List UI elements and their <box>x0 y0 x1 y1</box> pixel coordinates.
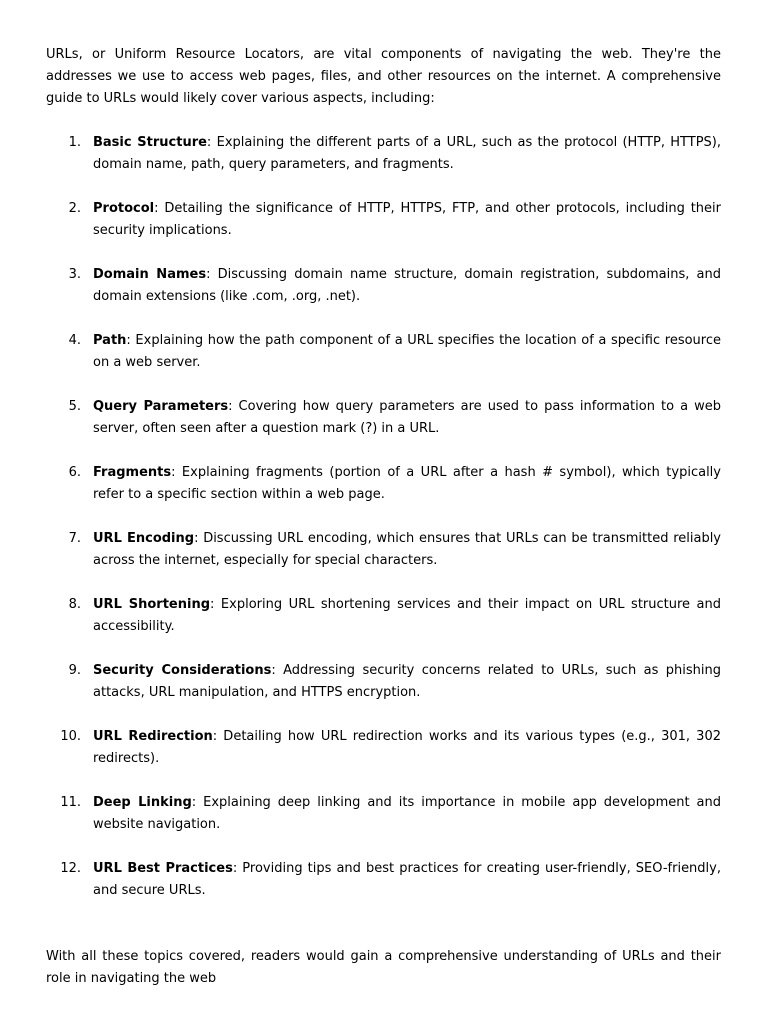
list-item-term: Security Considerations <box>93 663 272 678</box>
document-page <box>46 44 721 990</box>
conclusion-paragraph: With all these topics covered, readers would gain a comprehensive understanding of URLs and their role in navigating the web <box>46 949 721 986</box>
list-item-term: Deep Linking <box>93 795 192 810</box>
list-item-term: Query Parameters <box>93 399 229 414</box>
list-item-number: 3. <box>68 267 81 282</box>
intro-paragraph: URLs, or Uniform Resource Locators, are vital components of navigating the web. They're the addresses we use to access web pages, files, and other resources on the internet. A comprehensive guide to URLs would likely cover various aspects, including: <box>46 47 721 106</box>
list-item-term: Basic Structure <box>93 135 207 150</box>
list-item-number: 6. <box>68 465 81 480</box>
list-item <box>46 792 721 836</box>
list-item-number: 1. <box>68 135 81 150</box>
list-item <box>46 528 721 572</box>
list-item-number: 11. <box>60 795 81 810</box>
list-item <box>46 858 721 902</box>
list-item-term: Domain Names <box>93 267 207 282</box>
list-item-number: 7. <box>68 531 81 546</box>
list-item-term: Protocol <box>93 201 155 216</box>
topics-list <box>46 132 721 902</box>
list-item-number: 4. <box>68 333 81 348</box>
list-item-description: : Detailing how URL redirection works and its various types (e.g., 301, 302 redirects). <box>93 729 721 766</box>
list-item-number: 8. <box>68 597 81 612</box>
list-item <box>46 396 721 440</box>
list-item-description: : Exploring URL shortening services and their impact on URL structure and accessibility. <box>93 597 722 634</box>
list-item-description: : Discussing domain name structure, domain registration, subdomains, and domain extensions (like .com, .org, .net). <box>93 267 721 304</box>
list-item-description: : Discussing URL encoding, which ensures that URLs can be transmitted reliably across the internet, especially for special characters. <box>93 531 721 568</box>
list-item <box>46 330 721 374</box>
list-item-description: : Explaining fragments (portion of a URL after a hash # symbol), which typically refer to a specific section within a web page. <box>93 465 721 502</box>
list-item-term: Path <box>93 333 127 348</box>
list-item-number: 5. <box>68 399 81 414</box>
list-item <box>46 264 721 308</box>
list-item <box>46 594 721 638</box>
list-item <box>46 198 721 242</box>
list-item <box>46 660 721 704</box>
list-item-number: 10. <box>60 729 81 744</box>
list-item-description: : Covering how query parameters are used to pass information to a web server, often seen after a question mark (?) in a URL. <box>93 399 721 436</box>
list-item <box>46 132 721 176</box>
list-item <box>46 462 721 506</box>
list-item <box>46 726 721 770</box>
list-item-description: : Explaining deep linking and its importance in mobile app development and website navigation. <box>93 795 721 832</box>
list-item-description: : Providing tips and best practices for creating user-friendly, SEO-friendly, and secure URLs. <box>93 861 721 898</box>
list-item-description: : Addressing security concerns related to URLs, such as phishing attacks, URL manipulation, and HTTPS encryption. <box>93 663 721 700</box>
list-item-description: : Detailing the significance of HTTP, HTTPS, FTP, and other protocols, including their security implications. <box>93 201 721 238</box>
list-item-number: 12. <box>60 861 81 876</box>
list-item-description: : Explaining the different parts of a URL, such as the protocol (HTTP, HTTPS), domain name, path, query parameters, and fragments. <box>93 135 721 172</box>
list-item-number: 9. <box>68 663 81 678</box>
list-item-term: URL Encoding <box>93 531 195 546</box>
list-item-term: URL Shortening <box>93 597 211 612</box>
list-item-term: URL Best Practices <box>93 861 233 876</box>
list-item-term: URL Redirection <box>93 729 213 744</box>
list-item-number: 2. <box>68 201 81 216</box>
list-item-description: : Explaining how the path component of a URL specifies the location of a specific resource on a web server. <box>93 333 721 370</box>
list-item-term: Fragments <box>93 465 172 480</box>
